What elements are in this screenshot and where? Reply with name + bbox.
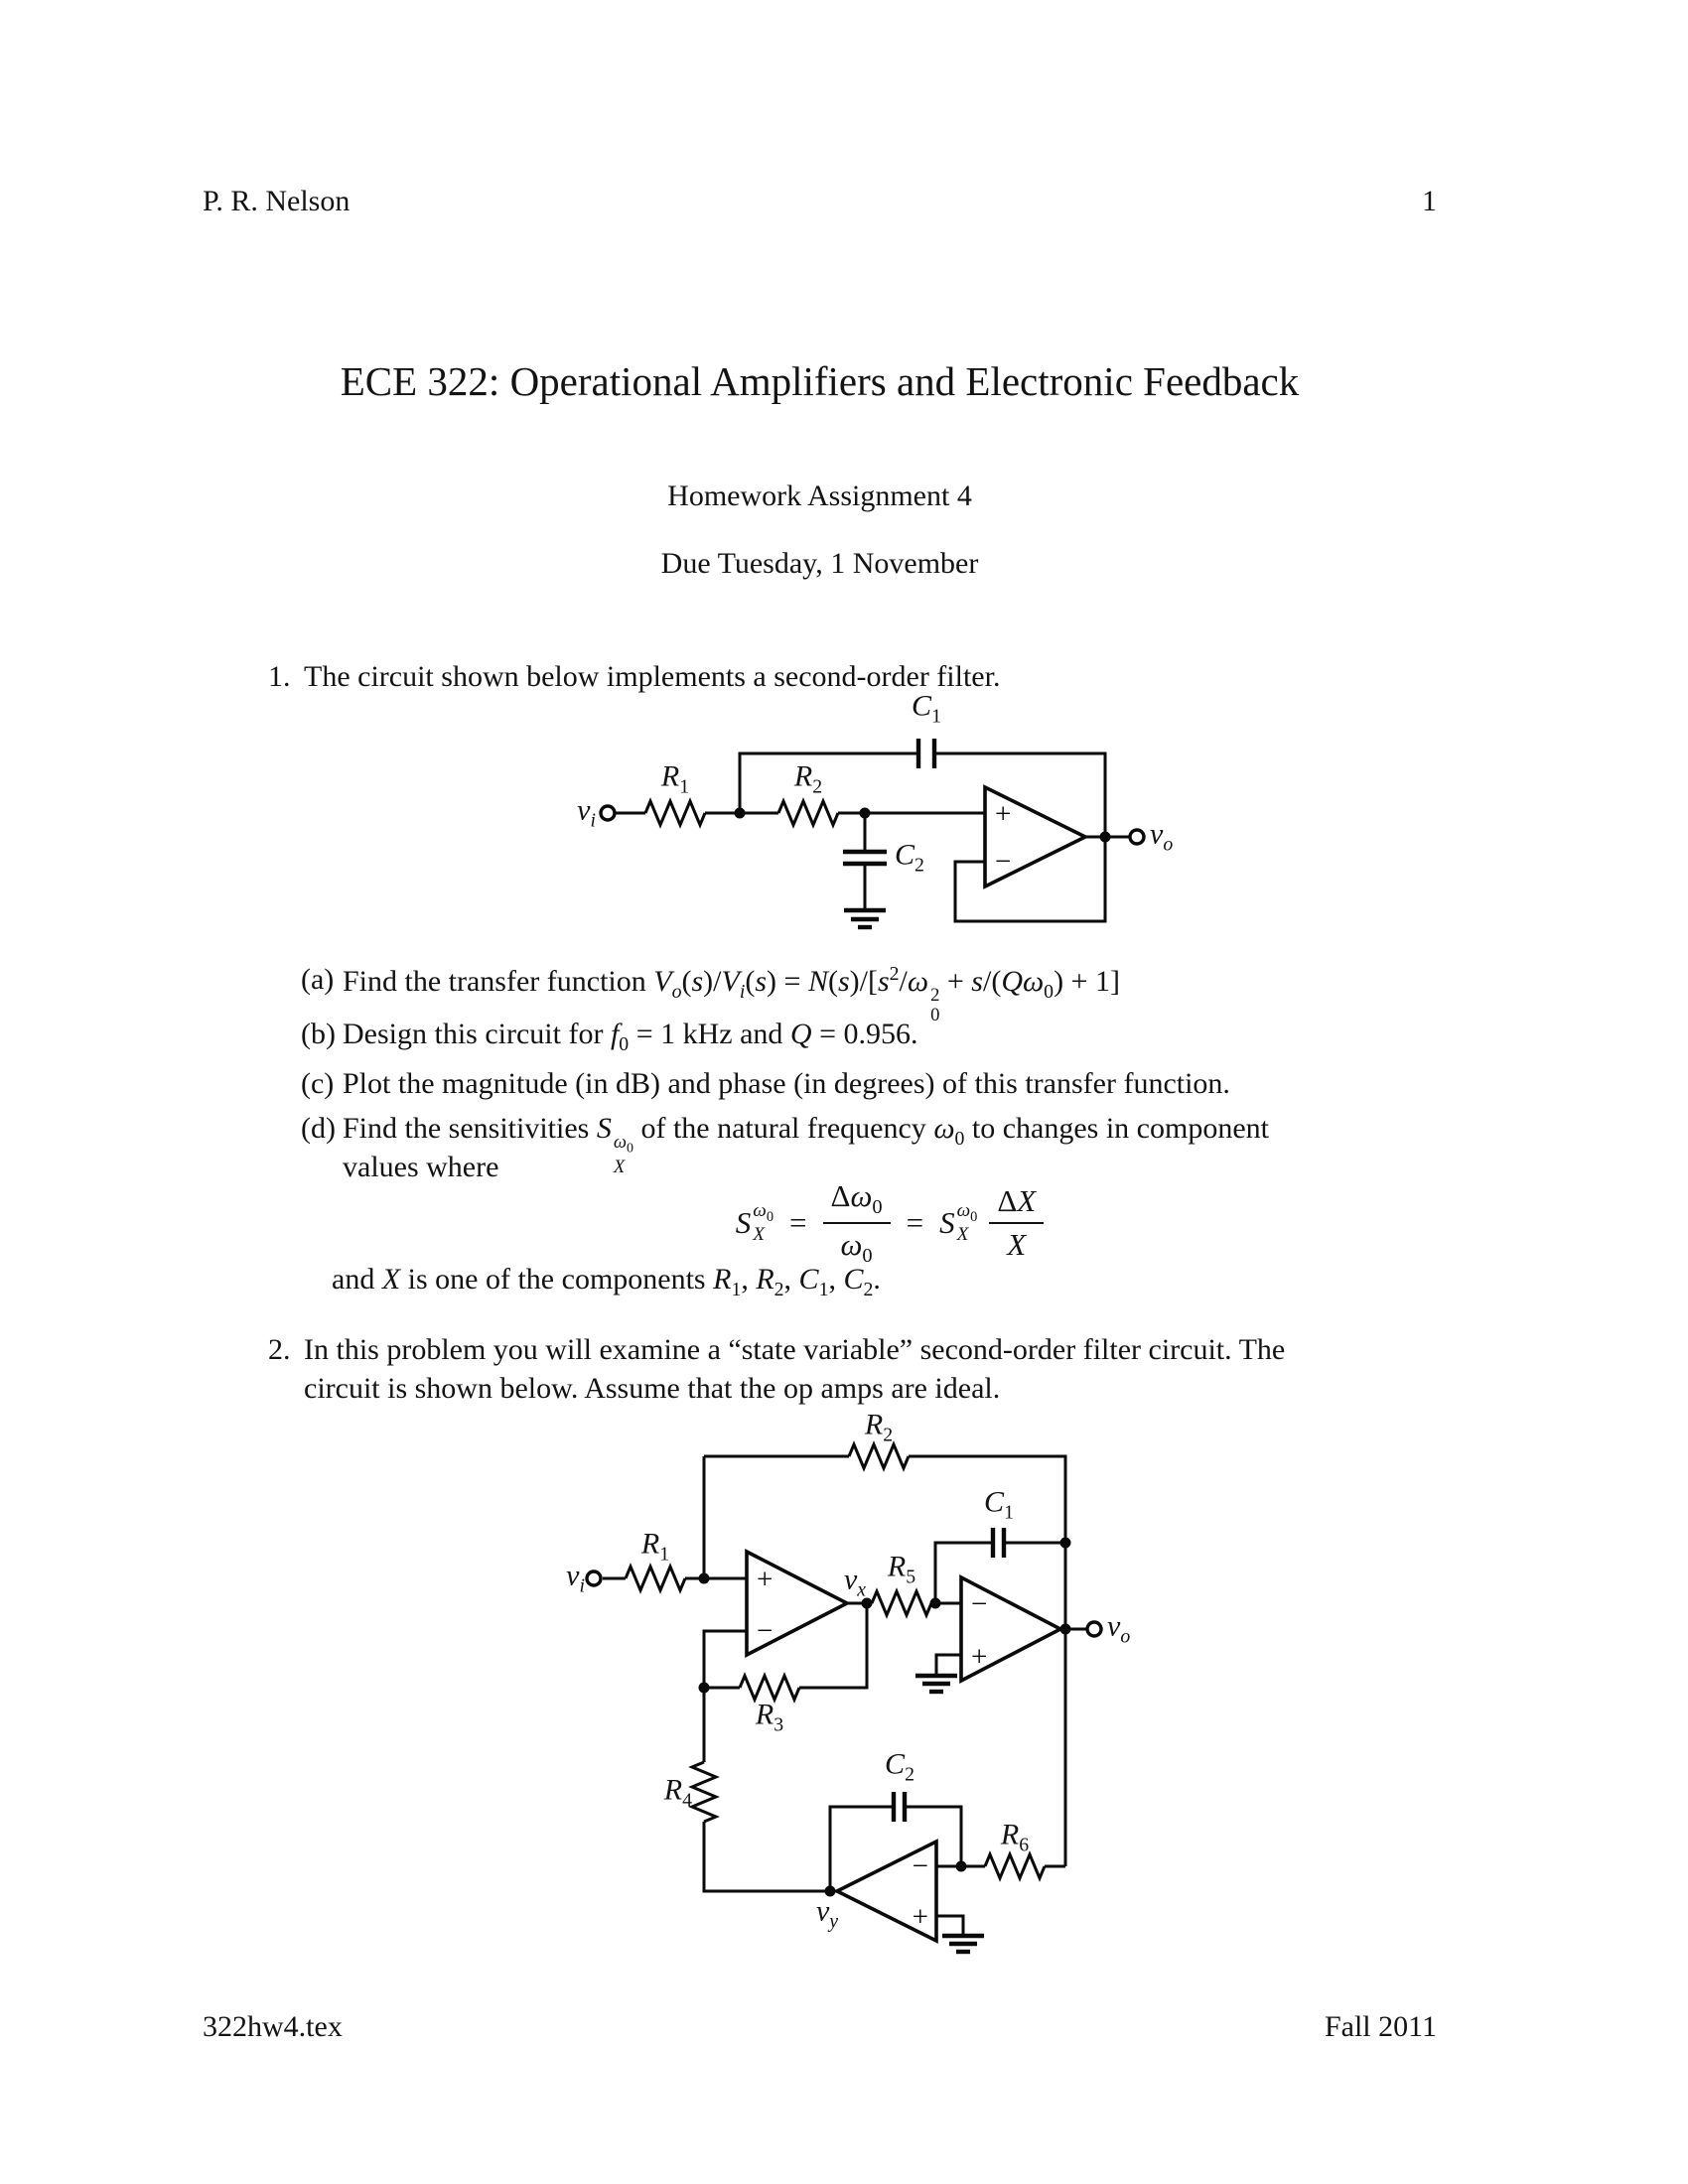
circuit2-schematic	[546, 1405, 1201, 1985]
circuit1-schematic	[546, 690, 1231, 948]
circuit2-label-c1: $C_1$	[984, 1485, 1014, 1524]
part-b-text: Design this circuit for $f_0 = 1$ kHz and Q = 0.956.	[343, 1018, 918, 1055]
output-terminal-vo	[1130, 830, 1144, 844]
resistor-R1	[645, 801, 705, 825]
resistor-R3	[740, 1676, 799, 1700]
part-d-text-line2: values where	[343, 1151, 499, 1183]
input-terminal-vi	[587, 1571, 601, 1585]
opamp1-minus-sign: −	[757, 1615, 774, 1647]
node-dot	[930, 1598, 941, 1609]
node-dot	[1100, 832, 1111, 843]
circuit2-label-r6: $R_6$	[1000, 1818, 1030, 1856]
resistor-R6	[985, 1854, 1045, 1878]
circuit1-label-r1: $R_1$	[660, 759, 690, 798]
part-a-text: Find the transfer function $V_o(s)/V_i(s) = N(s)/[s^2/\omega$ 2 0 + $s/(Q\omega_0) + 1$]	[343, 963, 1120, 1025]
part-a-marker: (a)	[301, 963, 335, 996]
node-dot-vo	[1060, 1624, 1071, 1635]
node-dot	[860, 808, 871, 819]
resistor-R4	[692, 1762, 716, 1822]
circuit2-label-r3: $R_3$	[755, 1698, 784, 1736]
circuit1-label-vi: $v_i$	[577, 793, 596, 832]
opamp2-plus-sign: +	[971, 1641, 988, 1673]
opamp1-plus-sign: +	[757, 1564, 774, 1595]
opamp3-triangle	[837, 1842, 936, 1941]
opamp-triangle	[985, 787, 1085, 887]
document-title: ECE 322: Operational Amplifiers and Electronic Feedback	[340, 358, 1300, 404]
part-b-marker: (b)	[301, 1018, 336, 1050]
circuit2-label-vi: $v_i$	[566, 1559, 585, 1597]
ground-symbol	[915, 1676, 957, 1692]
node-dot	[956, 1861, 967, 1872]
opamp1-triangle	[747, 1552, 847, 1655]
part-d-text: Find the sensitivities S $\omega_0$ X of the natural frequency $\omega_0$ to changes in component	[343, 1112, 1269, 1177]
opamp2-minus-sign: −	[971, 1588, 988, 1620]
problem1-number: 1.	[268, 660, 291, 693]
problem2-text-line1: In this problem you will examine a “state variable” second-order filter circuit. The	[304, 1333, 1286, 1366]
part-c-text: Plot the magnitude (in dB) and phase (in degrees) of this transfer function.	[343, 1067, 1230, 1100]
node-dot	[1060, 1538, 1071, 1549]
circuit2-label-r2: $R_2$	[864, 1408, 894, 1446]
output-terminal-vo	[1087, 1622, 1101, 1636]
circuit2-label-c2: $C_2$	[885, 1747, 914, 1786]
opamp3-plus-sign: +	[912, 1901, 928, 1933]
node-dot	[735, 808, 746, 819]
circuit1-label-r2: $R_2$	[793, 759, 823, 798]
opamp2-triangle	[961, 1577, 1060, 1681]
node-dot	[699, 1683, 710, 1694]
resistor-R2	[849, 1444, 909, 1468]
circuit2-label-vx: $v_x$	[843, 1563, 867, 1601]
part-d-marker: (d)	[301, 1112, 336, 1145]
circuit1-label-c2: $C_2$	[895, 838, 924, 877]
resistor-R2	[778, 801, 838, 825]
circuit2-label-vy: $v_y$	[815, 1894, 839, 1933]
opamp-plus-sign: +	[995, 798, 1012, 830]
circuit2-label-r4: $R_4$	[663, 1773, 692, 1812]
subtitle-due-date: Due Tuesday, 1 November	[660, 547, 979, 580]
problem2-number: 2.	[268, 1333, 291, 1366]
opamp-minus-sign: −	[995, 846, 1012, 878]
input-terminal-vi	[601, 806, 615, 820]
capacitor-C1	[918, 739, 934, 768]
part-c-marker: (c)	[301, 1067, 335, 1100]
circuit2-label-r5: $R_5$	[887, 1550, 916, 1588]
problem2-text-line2: circuit is shown below. Assume that the op amps are ideal.	[304, 1372, 1001, 1405]
circuit2-label-r1: $R_1$	[640, 1527, 670, 1566]
capacitor-C2	[843, 852, 887, 864]
problem1-text: The circuit shown below implements a second-order filter.	[304, 660, 1001, 693]
resistor-R5	[872, 1591, 931, 1615]
circuit1-label-c1: $C_1$	[912, 689, 941, 728]
ground-symbol	[844, 910, 886, 927]
circuit2-label-vo: $v_o$	[1107, 1609, 1131, 1648]
subtitle-assignment: Homework Assignment 4	[667, 479, 972, 512]
part-d-closing: and X is one of the components $R_1$, $R_2$, $C_1$, $C_2$.	[332, 1263, 881, 1300]
sensitivity-equation: S $\omega_0$ X = $\frac{\Delta\omega_0}{\omega_0}$ = S $\omega_0$ X $\frac{\Delta X}{X}$	[343, 1175, 1437, 1271]
node-dot	[699, 1573, 710, 1584]
footer-term: Fall 2011	[1324, 2010, 1437, 2043]
opamp3-minus-sign: −	[912, 1850, 928, 1882]
capacitor-C1	[993, 1528, 1004, 1558]
footer-filename: 322hw4.tex	[203, 2010, 343, 2043]
resistor-R1	[626, 1567, 685, 1590]
circuit1-label-vo: $v_o$	[1150, 817, 1174, 856]
ground-symbol	[942, 1936, 984, 1952]
header-page-number: 1	[1422, 185, 1437, 217]
header-author: P. R. Nelson	[203, 185, 351, 217]
capacitor-C2	[894, 1792, 905, 1822]
